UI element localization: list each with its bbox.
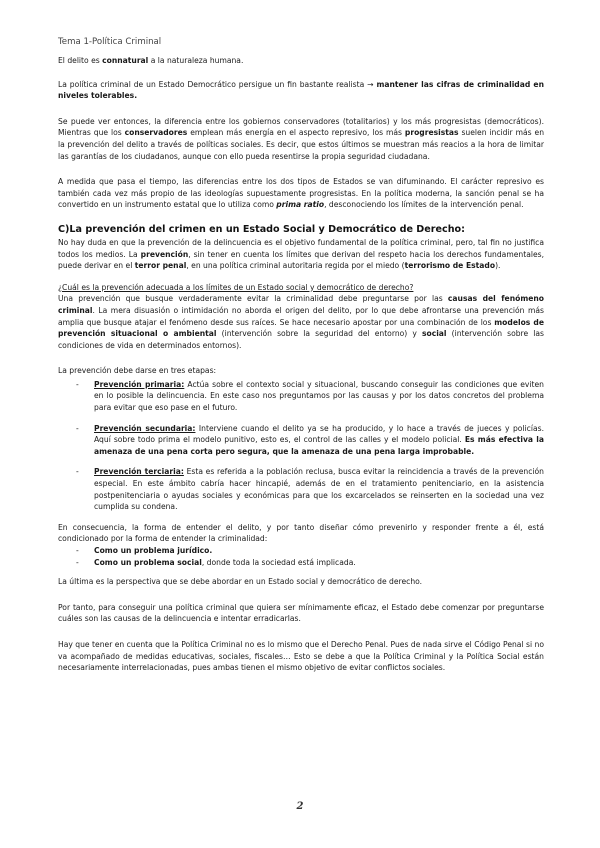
paragraph-eficaz: Por tanto, para conseguir una política criminal que quiera ser mínimamente eficaz, el Estado debe comenzar por preguntarse cuáles son las causas de la delincuencia e intentar erradicarlas. bbox=[58, 602, 544, 624]
paragraph-consecuencia: En consecuencia, la forma de entender el delito, y por tanto diseñar cómo prevenirlo y responder frente a él, está condicionado por la forma de entender la criminalidad: bbox=[58, 522, 544, 544]
stages-list bbox=[58, 379, 544, 513]
dash-bullet: - bbox=[76, 467, 79, 477]
dash-bullet: - bbox=[76, 379, 79, 389]
document-body bbox=[58, 55, 544, 684]
paragraph-ultima: La última es la perspectiva que se debe abordar en un Estado social y democrático de derecho. bbox=[58, 577, 423, 587]
dash-bullet: - bbox=[76, 423, 79, 433]
list-item-juridico: - Como un problema jurídico. bbox=[76, 546, 213, 555]
list-item-primaria: - Prevención primaria: Actúa sobre el contexto social y situacional, buscando conseguir las condiciones que eviten en lo posible la delincuencia. En este caso nos preguntamos por las causas y por los datos concretos del problema para evitar que eso pase en el futuro. bbox=[76, 379, 544, 413]
paragraph-politica: La política criminal de un Estado Democrático persigue un fin bastante realista → mantener las cifras de criminalidad en niveles tolerables. bbox=[58, 79, 544, 101]
list-item-social: - Como un problema social, donde toda la sociedad está implicada. bbox=[76, 557, 356, 567]
page-number: 2 bbox=[296, 801, 304, 812]
stages-intro: La prevención debe darse en tres etapas: bbox=[58, 366, 217, 376]
question-heading: ¿Cuál es la prevención adecuada a los límites de un Estado social y democrático de derecho? bbox=[58, 282, 414, 292]
paragraph-difuminando: A medida que pasa el tiempo, las diferencias entre los dos tipos de Estados se van difuminando. El carácter represivo es también cada vez más propio de las ideologías supuestamente progresistas. En la política moderna, la sanción penal se ha convertido en un instrumento estatal que lo utiliza como prima ratio, desconociendo los límites de la intervención penal. bbox=[58, 177, 544, 210]
section-heading: C)La prevención del crimen en un Estado Social y Democrático de Derecho: bbox=[58, 223, 465, 235]
paragraph-causas: Una prevención que busque verdaderamente evitar la criminalidad debe preguntarse por las causas del fenómeno criminal. La mera disuasión o intimidación no aborda el origen del delito, por lo que debe afrontarse una prevención más amplia que busque atajar el fenómeno desde sus raíces. Se hace necesario apostar por una combinación de los modelos de prevención situacional o ambiental (intervención sobre la seguridad del entorno) y social (intervención sobre las condiciones de vida en determinados entornos). bbox=[58, 294, 545, 350]
running-header: Tema 1-Política Criminal bbox=[58, 37, 162, 47]
dash-bullet: - bbox=[76, 546, 79, 555]
list-item-terciaria: - Prevención terciaria: Esta es referida a la población reclusa, busca evitar la reincidencia a través de la prevención especial. En este ámbito cabría hacer hincapié, además de en el tratamiento penitenciario, en la asistencia postpenitenciaria o ayudas sociales y económicas para que los excarcelados se reinserten en la sociedad una vez cumplida su condena. bbox=[76, 467, 544, 512]
paragraph-prevencion: No hay duda en que la prevención de la delincuencia es el objetivo fundamental de la política criminal, pero, tal fin no justifica todos los medios. La prevención, sin tener en cuenta los límites que derivan del respeto hacia los derechos fundamentales, puede derivar en el terror penal, en una política criminal autoritaria regida por el miedo (terrorismo de Estado). bbox=[58, 237, 544, 271]
list-item-secundaria: - Prevención secundaria: Interviene cuando el delito ya se ha producido, y lo hace a través de jueces y policías. Aquí sobre todo prima el modelo punitivo, esto es, el control de las calles y el modelo policial. Es más efectiva la amenaza de una pena corta pero segura, que la amenaza de una pena larga improbable. bbox=[76, 423, 545, 456]
paragraph-gobiernos: Se puede ver entonces, la diferencia entre los gobiernos conservadores (totalitarios) y los más progresistas (democráticos). Mientras que los conservadores emplean más energía en el aspecto represivo, los más progresistas suelen incidir más en la prevención del delito a través de políticas sociales. Es decir, que estos últimos se muestran más reacios a la hora de limitar las garantías de los ciudadanos, aunque con ello pueda resentirse la propia seguridad ciudadana. bbox=[58, 116, 545, 161]
paragraph-derecho-penal: Hay que tener en cuenta que la Política Criminal no es lo mismo que el Derecho Penal. Pues de nada sirve el Código Penal si no va acompañado de medidas educativas, sociales, fiscales… Esto se debe a que la Política Criminal y la Política Social están necesariamente interrelacionadas, pues ambas tienen el mismo objetivo de evitar conflictos sociales. bbox=[58, 639, 544, 673]
dash-bullet: - bbox=[76, 557, 79, 567]
paragraph-delito: El delito es connatural a la naturaleza humana. bbox=[58, 56, 244, 65]
problems-list bbox=[58, 545, 544, 568]
